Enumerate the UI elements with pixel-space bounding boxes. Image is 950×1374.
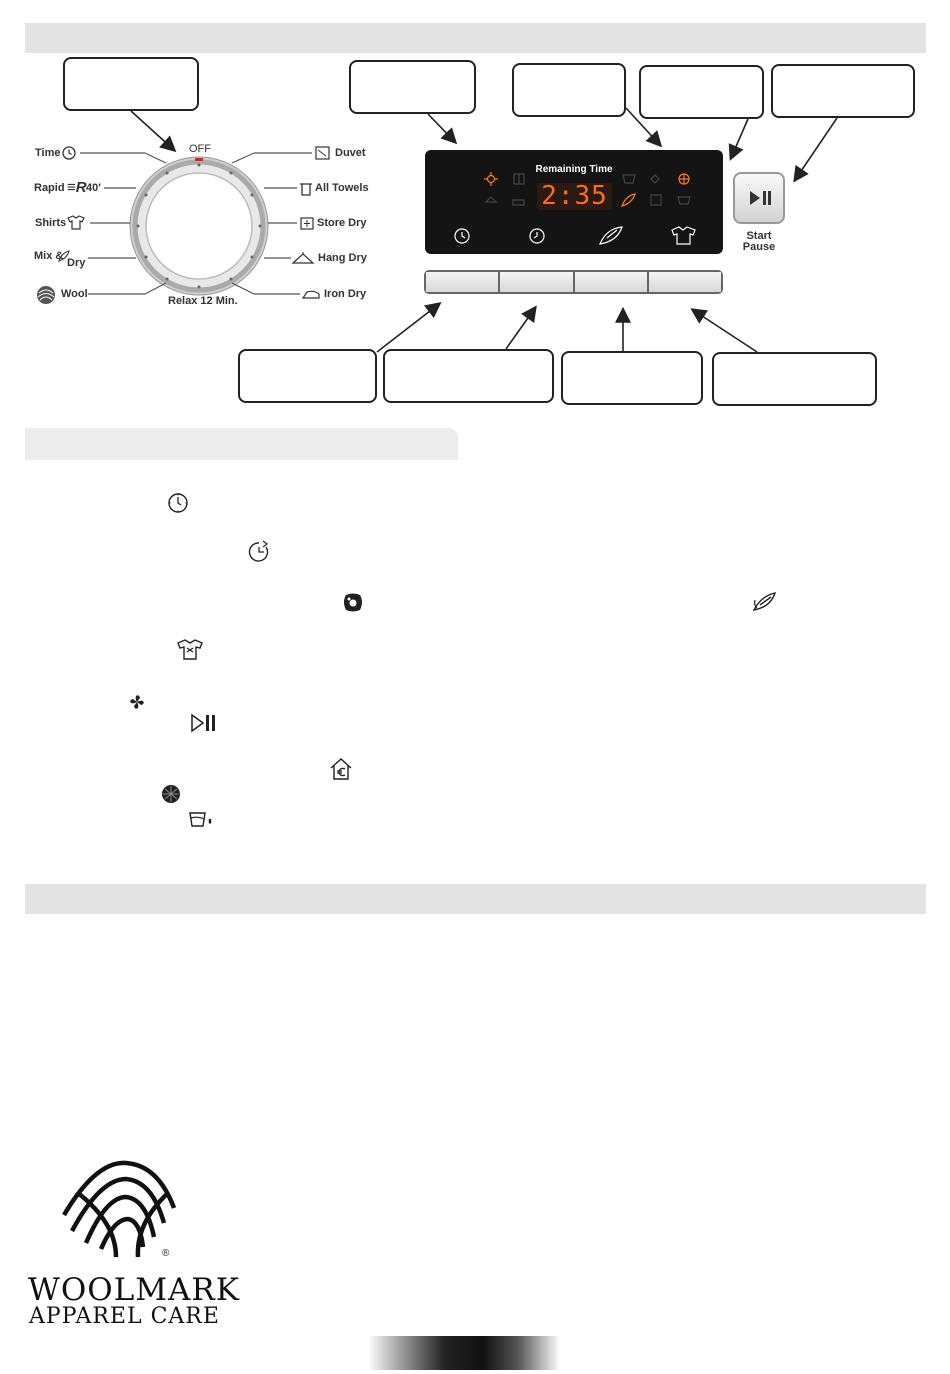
- anti-crease-button[interactable]: [649, 272, 721, 292]
- arrow-indicator-left: [626, 108, 660, 145]
- start-pause-icon: [190, 713, 218, 733]
- dial-relax-label: Relax 12 Min.: [168, 295, 238, 307]
- play-pause-icon: [748, 189, 772, 207]
- iron-shirt-icon: [176, 638, 204, 662]
- iron-icon: [300, 287, 322, 301]
- start-label: Start: [746, 230, 772, 242]
- tank-icon: [188, 810, 216, 830]
- duvet-icon: [314, 145, 331, 161]
- bottom-section-band: [25, 884, 926, 914]
- arrow-display: [428, 114, 455, 142]
- program-shirts: Shirts: [35, 217, 67, 229]
- program-rapid-40: 40': [86, 182, 101, 194]
- program-iron-dry: Iron Dry: [324, 288, 367, 300]
- program-mix-dry: Dry: [67, 257, 86, 269]
- program-store-dry: Store Dry: [317, 217, 367, 229]
- fan-icon: [126, 691, 148, 713]
- woolmark-title: WOOLMARK: [28, 1272, 240, 1308]
- wool-icon: [35, 285, 57, 305]
- time-button[interactable]: [426, 272, 500, 292]
- rapid-r-icon: ≡R: [67, 179, 87, 196]
- filter-icon: [161, 784, 181, 804]
- delay-timer-icon: [246, 539, 272, 564]
- program-duvet: Duvet: [335, 147, 366, 159]
- legend-section-tab: [25, 428, 458, 460]
- woolmark-subtitle: APPAREL CARE: [29, 1304, 220, 1329]
- program-wool: Wool: [61, 288, 88, 300]
- dryness-level-button[interactable]: [575, 272, 649, 292]
- arrow-button-4: [693, 310, 757, 352]
- shirt-icon: [66, 215, 86, 230]
- clock-icon: [62, 146, 76, 160]
- arrow-button-2: [506, 308, 535, 349]
- page-footer-strip: [368, 1336, 560, 1370]
- program-rapid: Rapid: [34, 182, 65, 194]
- program-mix: Mix &: [34, 250, 64, 262]
- store-dry-icon: [299, 216, 315, 231]
- remaining-time-digits: 2:35: [537, 183, 612, 210]
- function-button-row: [424, 270, 723, 294]
- clock-icon: [167, 492, 189, 514]
- hanger-icon: [291, 251, 315, 265]
- feather-icon: [751, 590, 779, 614]
- towel-icon: [298, 181, 314, 197]
- program-hang-dry: Hang Dry: [318, 252, 367, 264]
- start-pause-button[interactable]: [733, 172, 785, 224]
- arrow-start: [795, 118, 837, 180]
- woolmark-logo: [56, 1153, 186, 1263]
- program-all-towels: All Towels: [315, 182, 369, 194]
- pause-label: Pause: [742, 241, 776, 253]
- panel-indicator-icons: [425, 150, 723, 254]
- arrow-indicator-right: [731, 119, 748, 158]
- arrow-button-1: [377, 304, 439, 352]
- woolmark-registered: ®: [162, 1248, 170, 1259]
- wool-care-icon: [341, 591, 365, 614]
- delay-start-button[interactable]: [500, 272, 574, 292]
- eco-euro-icon: [328, 756, 354, 782]
- program-time: Time: [35, 147, 61, 159]
- remaining-time-title: Remaining Time: [535, 164, 613, 175]
- dial-off-label: OFF: [189, 143, 211, 155]
